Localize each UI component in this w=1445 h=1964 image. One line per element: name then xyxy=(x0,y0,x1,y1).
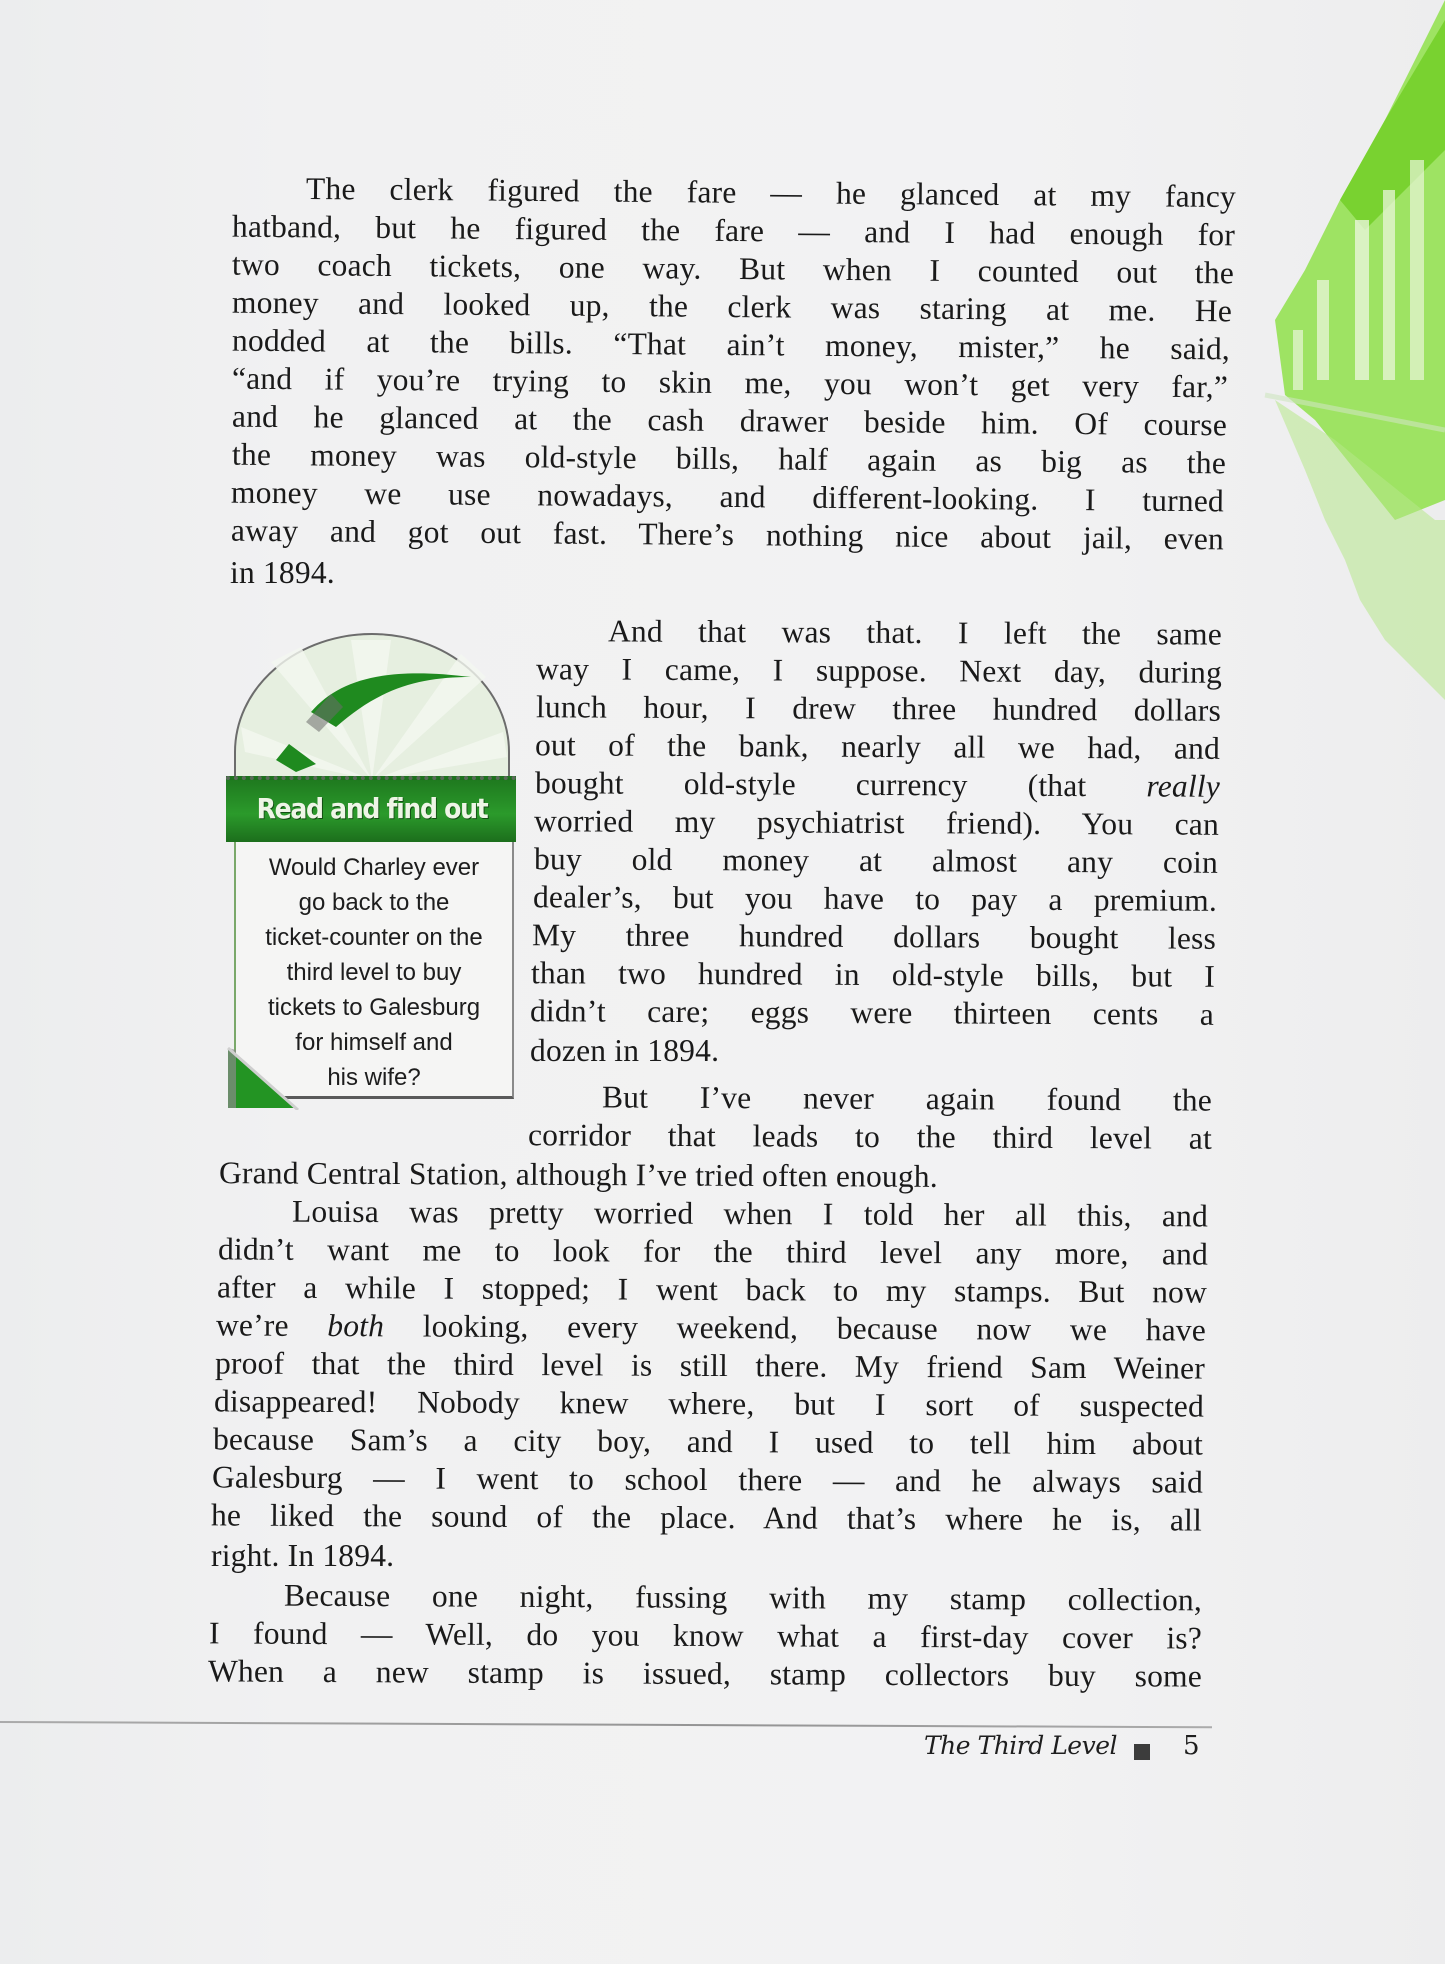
text-line xyxy=(535,764,1220,806)
text-line: disappeared! Nobody knew where, but I sort of suspected xyxy=(213,1383,1205,1424)
text-span: we’re xyxy=(215,1307,328,1343)
text-line: dealer’s, but you have to pay a premium. xyxy=(532,879,1218,918)
text-line: and he glanced at the cash drawer beside him. Of course xyxy=(231,398,1228,443)
text-line: Galesburg — I went to school there — and he always said xyxy=(211,1459,1204,1500)
question-line: his wife? xyxy=(327,1064,421,1091)
question-line: third level to buy xyxy=(286,959,462,986)
text-line: out of the bank, nearly all we had, and xyxy=(534,727,1221,766)
text-line: didn’t want me to look for the third level any more, and xyxy=(217,1231,1209,1272)
text-line: in 1894. xyxy=(230,555,335,590)
text-line: hatband, but he figured the fare — and I had enough for xyxy=(231,208,1236,253)
text-line: than two hundred in old-style bills, but I xyxy=(530,955,1216,994)
text-line: “and if you’re trying to skin me, you won’t get very far,” xyxy=(231,360,1229,405)
question-line: go back to the xyxy=(298,889,450,916)
question-line: ticket-counter on the xyxy=(265,924,483,951)
text-line: My three hundred dollars bought less xyxy=(531,917,1217,956)
text-line: way I came, I suppose. Next day, during xyxy=(535,651,1223,690)
square-icon xyxy=(1134,1744,1150,1760)
question-line: Would Charley ever xyxy=(268,854,480,881)
text-line xyxy=(216,1306,1206,1349)
text-line: buy old money at almost any coin xyxy=(533,841,1219,880)
page-corner-icon xyxy=(226,1040,306,1110)
text-line: proof that the third level is still there. My friend Sam Weiner xyxy=(214,1345,1206,1386)
text-line: worried my psychiatrist friend). You can xyxy=(533,803,1220,842)
text-span: bought old-style currency (that xyxy=(534,765,1147,804)
text-line: I found — Well, do you know what a first-day cover is? xyxy=(208,1615,1203,1656)
text-line: nodded at the bills. “That ain’t money, mister,” he said, xyxy=(231,322,1231,367)
footer-rule xyxy=(0,1721,1212,1728)
text-line: right. In 1894. xyxy=(211,1538,395,1573)
text-line: he liked the sound of the place. And that’s where he is, all xyxy=(210,1497,1203,1538)
text-line: corridor that leads to the third level at xyxy=(527,1117,1213,1156)
text-line: the money was old-style bills, half again as big as the xyxy=(231,436,1227,481)
question-line: tickets to Galesburg xyxy=(267,994,481,1021)
page-number: 5 xyxy=(1183,1731,1200,1761)
text-line: The clerk figured the fare — he glanced at my fancy xyxy=(305,170,1237,215)
text-line: money and looked up, the clerk was staring at me. He xyxy=(231,284,1233,329)
text-line: Because one night, fussing with my stamp collection, xyxy=(283,1577,1203,1618)
text-span: looking, every weekend, because now we have xyxy=(384,1308,1207,1348)
running-footer-title: The Third Level xyxy=(924,1731,1118,1760)
text-line: When a new stamp is issued, stamp collectors buy some xyxy=(207,1653,1203,1694)
text-line: But I’ve never again found the xyxy=(601,1079,1213,1118)
sunburst-dome-icon xyxy=(231,632,513,782)
text-line: two coach tickets, one way. But when I counted out the xyxy=(231,246,1235,291)
banner-title: Read and find out xyxy=(256,792,488,825)
emphasis-text: really xyxy=(1146,768,1221,804)
text-line: dozen in 1894. xyxy=(530,1033,720,1068)
building-street-illustration-icon xyxy=(1245,0,1445,720)
text-line: didn’t care; eggs were thirteen cents a xyxy=(529,993,1215,1032)
text-line: because Sam’s a city boy, and I used to tell him about xyxy=(212,1421,1204,1462)
emphasis-text: both xyxy=(327,1307,385,1344)
text-line: away and got out fast. There’s nothing nice about jail, even xyxy=(230,512,1225,557)
text-line: Louisa was pretty worried when I told her all this, and xyxy=(291,1193,1209,1234)
text-line: And that was that. I left the same xyxy=(607,613,1223,652)
text-line: after a while I stopped; I went back to my stamps. But now xyxy=(216,1269,1208,1310)
text-line: lunch hour, I drew three hundred dollars xyxy=(535,689,1222,728)
text-line: Grand Central Station, although I’ve tried often enough. xyxy=(218,1155,938,1194)
text-line: money we use nowadays, and different-looking. I turned xyxy=(230,474,1225,519)
banner xyxy=(226,776,516,842)
question-line: for himself and xyxy=(295,1029,453,1056)
read-and-find-out-box xyxy=(226,632,518,1108)
